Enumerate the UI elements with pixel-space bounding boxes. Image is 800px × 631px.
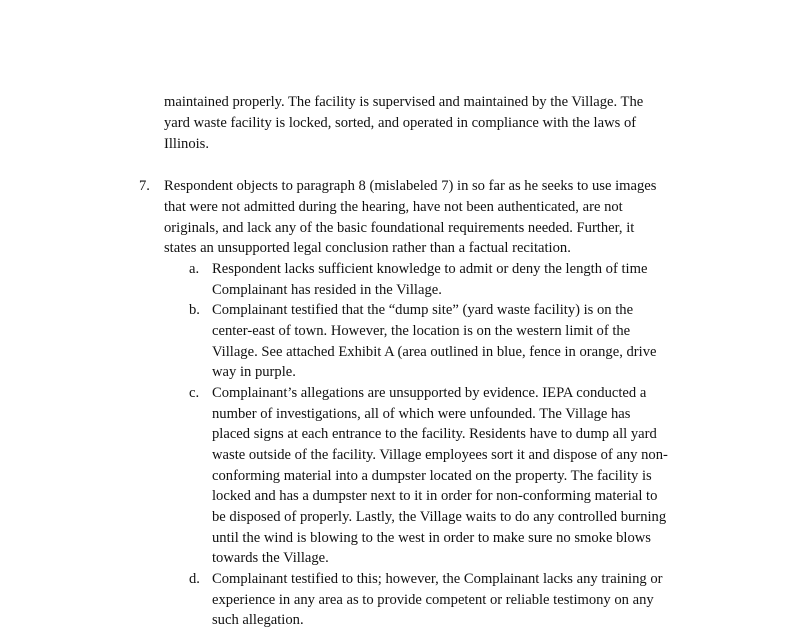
subitem-letter: a. — [189, 261, 200, 277]
text-line: locked and has a dumpster next to it in order for non-conforming material to — [212, 488, 658, 504]
text-line: states an unsupported legal conclusion rather than a factual recitation. — [164, 240, 571, 256]
text-line: Respondent lacks sufficient knowledge to admit or deny the length of time — [212, 261, 648, 277]
text-line: until the wind is blowing to the west in order to make sure no smoke blows — [212, 530, 651, 546]
text-line: Village. See attached Exhibit A (area outlined in blue, fence in orange, drive — [212, 344, 657, 360]
text-line: way in purple. — [212, 364, 296, 380]
text-line: such allegation. — [212, 612, 304, 628]
text-line: placed signs at each entrance to the facility. Residents have to dump all yard — [212, 426, 657, 442]
text-line: yard waste facility is locked, sorted, and operated in compliance with the laws of — [164, 115, 637, 131]
text-line: that were not admitted during the hearing, have not been authenticated, are not — [164, 199, 623, 215]
text-line: conforming material into a dumpster located on the property. The facility is — [212, 468, 652, 484]
text-line: Complainant has resided in the Village. — [212, 282, 442, 298]
text-line: center-east of town. However, the location is on the western limit of the — [212, 323, 631, 339]
text-line: experience in any area as to provide competent or reliable testimony on any — [212, 592, 654, 608]
text-line: be disposed of properly. Lastly, the Village waits to do any controlled burning — [212, 509, 667, 525]
text-line: waste outside of the facility. Village employees sort it and dispose of any non- — [212, 447, 668, 463]
text-line: towards the Village. — [212, 550, 329, 566]
text-line: number of investigations, all of which were unfounded. The Village has — [212, 406, 631, 422]
subitem-letter: c. — [189, 385, 200, 401]
text-line: Respondent objects to paragraph 8 (mislabeled 7) in so far as he seeks to use images — [164, 178, 657, 194]
text-line: Complainant’s allegations are unsupported by evidence. IEPA conducted a — [212, 385, 647, 401]
text-line: Complainant testified to this; however, the Complainant lacks any training or — [212, 571, 663, 587]
subitem-letter: b. — [189, 302, 200, 318]
text-line: Illinois. — [164, 136, 209, 152]
subitem-letter: d. — [189, 571, 200, 587]
item-number: 7. — [139, 178, 150, 194]
text-line: Complainant testified that the “dump site” (yard waste facility) is on the — [212, 302, 634, 318]
text-line: originals, and lack any of the basic foundational requirements needed. Further, it — [164, 220, 635, 236]
text-line: maintained properly. The facility is supervised and maintained by the Village. The — [164, 94, 644, 110]
